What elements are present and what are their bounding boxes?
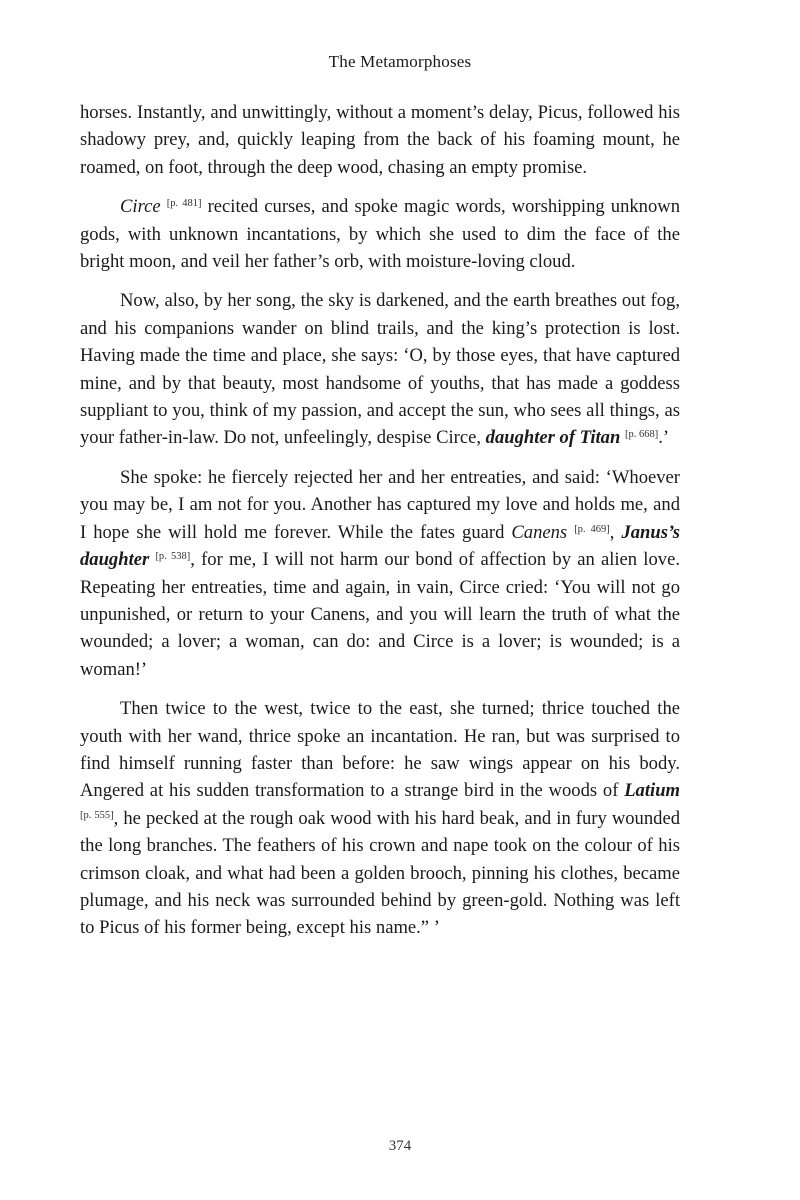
- link-canens[interactable]: Canens: [511, 521, 568, 543]
- paragraph-5-text-b: , he pecked at the rough oak wood with his hard beak, and in fury wounded the long branches. The feathers of his crown and nape took on the colour of his crimson cloak, and what had been a golden brooch, pinning his clothes, became plumage, and his neck was surrounded behind by green-gold. Nothing was left to Picus of his former being, except his name.” ’: [80, 807, 680, 939]
- paragraph-1-text: horses. Instantly, and unwittingly, without a moment’s delay, Picus, followed his shadowy prey, and, quickly leaping from the back of his foaming mount, he roamed, on foot, through the deep wood, chasing an empty promise.: [80, 102, 680, 178]
- running-head: The Metamorphoses: [328, 52, 472, 71]
- paragraph-2-text: recited curses, and spoke magic words, worshipping unknown gods, with unknown incantations, by which she used to dim the face of the bright moon, and veil her father’s orb, with moisture-loving cloud.: [80, 196, 680, 273]
- page-ref-janus[interactable]: [p. 538]: [155, 551, 191, 563]
- paragraph-5: [80, 695, 680, 942]
- link-janus-daughter[interactable]: Janus’s daughter: [80, 521, 681, 571]
- paragraph-4: [80, 464, 680, 683]
- body-text: [80, 99, 680, 954]
- paragraph-2: [80, 193, 680, 275]
- paragraph-4-text-b: ,: [609, 521, 622, 543]
- link-daughter-of-titan[interactable]: daughter of Titan: [485, 427, 621, 449]
- paragraph-4-text-c: , for me, I will not harm our bond of affection by an alien love. Repeating her entreaties, time and again, in vain, Circe cried: ‘You will not go unpunished, or return to your Canens, and you will learn the truth of what the wounded; a lover; a woman, can do: and Circe is a lover; is wounded; is a woman!’: [80, 549, 680, 680]
- link-circe[interactable]: Circe: [120, 196, 161, 218]
- page-ref-titan[interactable]: [p. 668]: [624, 429, 659, 441]
- page-ref-circe[interactable]: [p. 481]: [166, 198, 202, 210]
- paragraph-1: [80, 99, 680, 181]
- page-number: 374: [388, 1138, 412, 1154]
- link-latium[interactable]: Latium: [624, 780, 680, 802]
- paragraph-3-end: .’: [658, 427, 670, 449]
- paragraph-4-text-a: She spoke: he fiercely rejected her and her entreaties, and said: ‘Whoever you may be, I am not for you. Another has captured my love and holds me, and I hope she will hold me forever. While the fates guard: [80, 466, 680, 543]
- paragraph-5-text-a: Then twice to the west, twice to the east, she turned; thrice touched the youth with her wand, thrice spoke an incantation. He ran, but was surprised to find himself running faster than before: he saw wings appear on his body. Angered at his sudden transformation to a strange bird in the woods of: [80, 698, 680, 802]
- paragraph-3: [80, 287, 680, 451]
- paragraph-3-text: Now, also, by her song, the sky is darkened, and the earth breathes out fog, and his companions wander on blind trails, and the king’s protection is lost. Having made the time and place, she says: ‘O, by those eyes, that have captured mine, and by that beauty, most handsome of youths, that has made a goddess suppliant to you, think of my passion, and accept the sun, who sees all things, as your father-in-law. Do not, unfeelingly, despise Circe,: [80, 290, 680, 449]
- page-ref-latium[interactable]: [p. 555]: [80, 809, 114, 821]
- page-ref-canens[interactable]: [p. 469]: [574, 523, 610, 535]
